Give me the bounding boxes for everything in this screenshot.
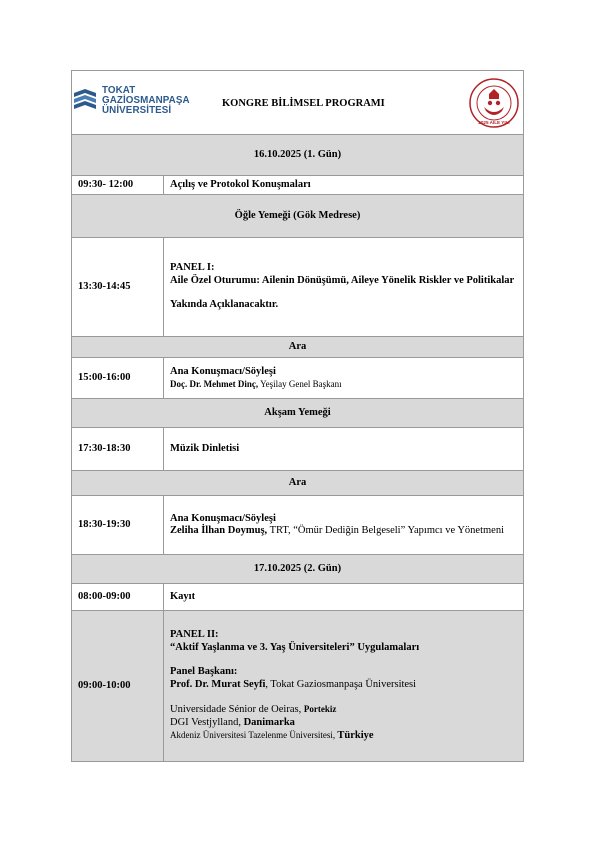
session-title: Kayıt	[164, 584, 524, 611]
panel-2-chair-name: Prof. Dr. Murat Seyfi	[170, 678, 266, 690]
panel-2-subtitle: “Aktif Yaşlanma ve 3. Yaş Üniversiteleri”	[170, 641, 355, 653]
university-logo-icon	[72, 87, 98, 113]
session-time: 17:30-18:30	[72, 428, 164, 471]
logo-line-1: TOKAT	[102, 85, 136, 96]
day-1-row: 16.10.2025 (1. Gün)	[72, 135, 524, 176]
session-time: 15:00-16:00	[72, 358, 164, 399]
panelist-2: DGI Vestjylland, Danimarka	[170, 716, 295, 728]
keynote-1-affiliation: Yeşilay Genel Başkanı	[258, 379, 342, 389]
header-row	[72, 71, 524, 135]
panel-2-title: PANEL II:	[170, 629, 219, 641]
keynote-2-speaker: Zeliha İlhan Doymuş,	[170, 525, 268, 536]
session-time: 18:30-19:30	[72, 496, 164, 555]
panel-1-title: PANEL I:	[170, 262, 215, 274]
session-time: 09:30- 12:00	[72, 176, 164, 195]
session-time: 13:30-14:45	[72, 238, 164, 337]
family-year-seal-icon	[468, 77, 520, 129]
logo-line-2: GAZİOSMANPAŞA	[102, 95, 190, 106]
keynote-1-speaker: Doç. Dr. Mehmet Dinç,	[170, 379, 259, 389]
panel-2-chair-affiliation: , Tokat Gaziosmanpaşa Üniversitesi	[265, 678, 417, 690]
keynote-1-title: Ana Konuşmacı/Söyleşi	[170, 365, 276, 377]
session-time: 09:00-10:00	[72, 611, 164, 762]
break-row-1: Ara	[72, 337, 524, 358]
registration-row	[72, 584, 524, 611]
panel-2-row: 09:00-10:00 PANEL II: “Aktif Yaşlanma ve 3. Yaş Üniversiteleri” Uygulamaları Panel Başkanı: Prof. Dr. Murat Seyfi, Tokat Gaziosmanpaşa Üniversitesi Universidade Sénior de Oeiras, Portekiz DGI Vestjylland, Danimarka Akdeniz Üniversitesi Tazelenme Üniversitesi, Türkiye	[72, 611, 524, 762]
panel-2-chair-label: Panel Başkanı:	[170, 666, 238, 678]
page-title: KONGRE BİLİMSEL PROGRAMI	[222, 98, 385, 109]
panel-1-row	[72, 238, 524, 337]
keynote-1-row	[72, 358, 524, 399]
keynote-2-title: Ana Konuşmacı/Söyleşi	[170, 512, 276, 524]
session-title: Müzik Dinletisi	[164, 428, 524, 471]
break-row-2: Ara	[72, 471, 524, 496]
session-opening-row	[72, 176, 524, 195]
day-2-row: 17.10.2025 (2. Gün)	[72, 555, 524, 584]
panel-1-note: Yakında Açıklanacaktır.	[170, 299, 279, 311]
dinner-row: Akşam Yemeği	[72, 399, 524, 428]
music-row	[72, 428, 524, 471]
seal-text: 2025 AİLE YILI	[478, 120, 510, 125]
panelist-1: Universidade Sénior de Oeiras, Portekiz	[170, 704, 337, 716]
panel-1-subtitle: Aile Özel Oturumu: Ailenin Dönüşümü, Aileye Yönelik Riskler ve Politikalar	[170, 274, 515, 286]
session-time: 08:00-09:00	[72, 584, 164, 611]
session-title: Açılış ve Protokol Konuşmaları	[164, 176, 524, 195]
keynote-2-affiliation: TRT, “Ömür Dediğin Belgeseli” Yapımcı ve Yönetmeni	[267, 525, 504, 536]
university-logo	[72, 86, 202, 120]
panelist-3: Akdeniz Üniversitesi Tazelenme Üniversitesi, Türkiye	[170, 730, 374, 742]
logo-line-3: ÜNİVERSİTESİ	[102, 105, 172, 116]
keynote-2-row	[72, 496, 524, 555]
program-table	[71, 70, 524, 762]
lunch-row: Öğle Yemeği (Gök Medrese)	[72, 195, 524, 238]
